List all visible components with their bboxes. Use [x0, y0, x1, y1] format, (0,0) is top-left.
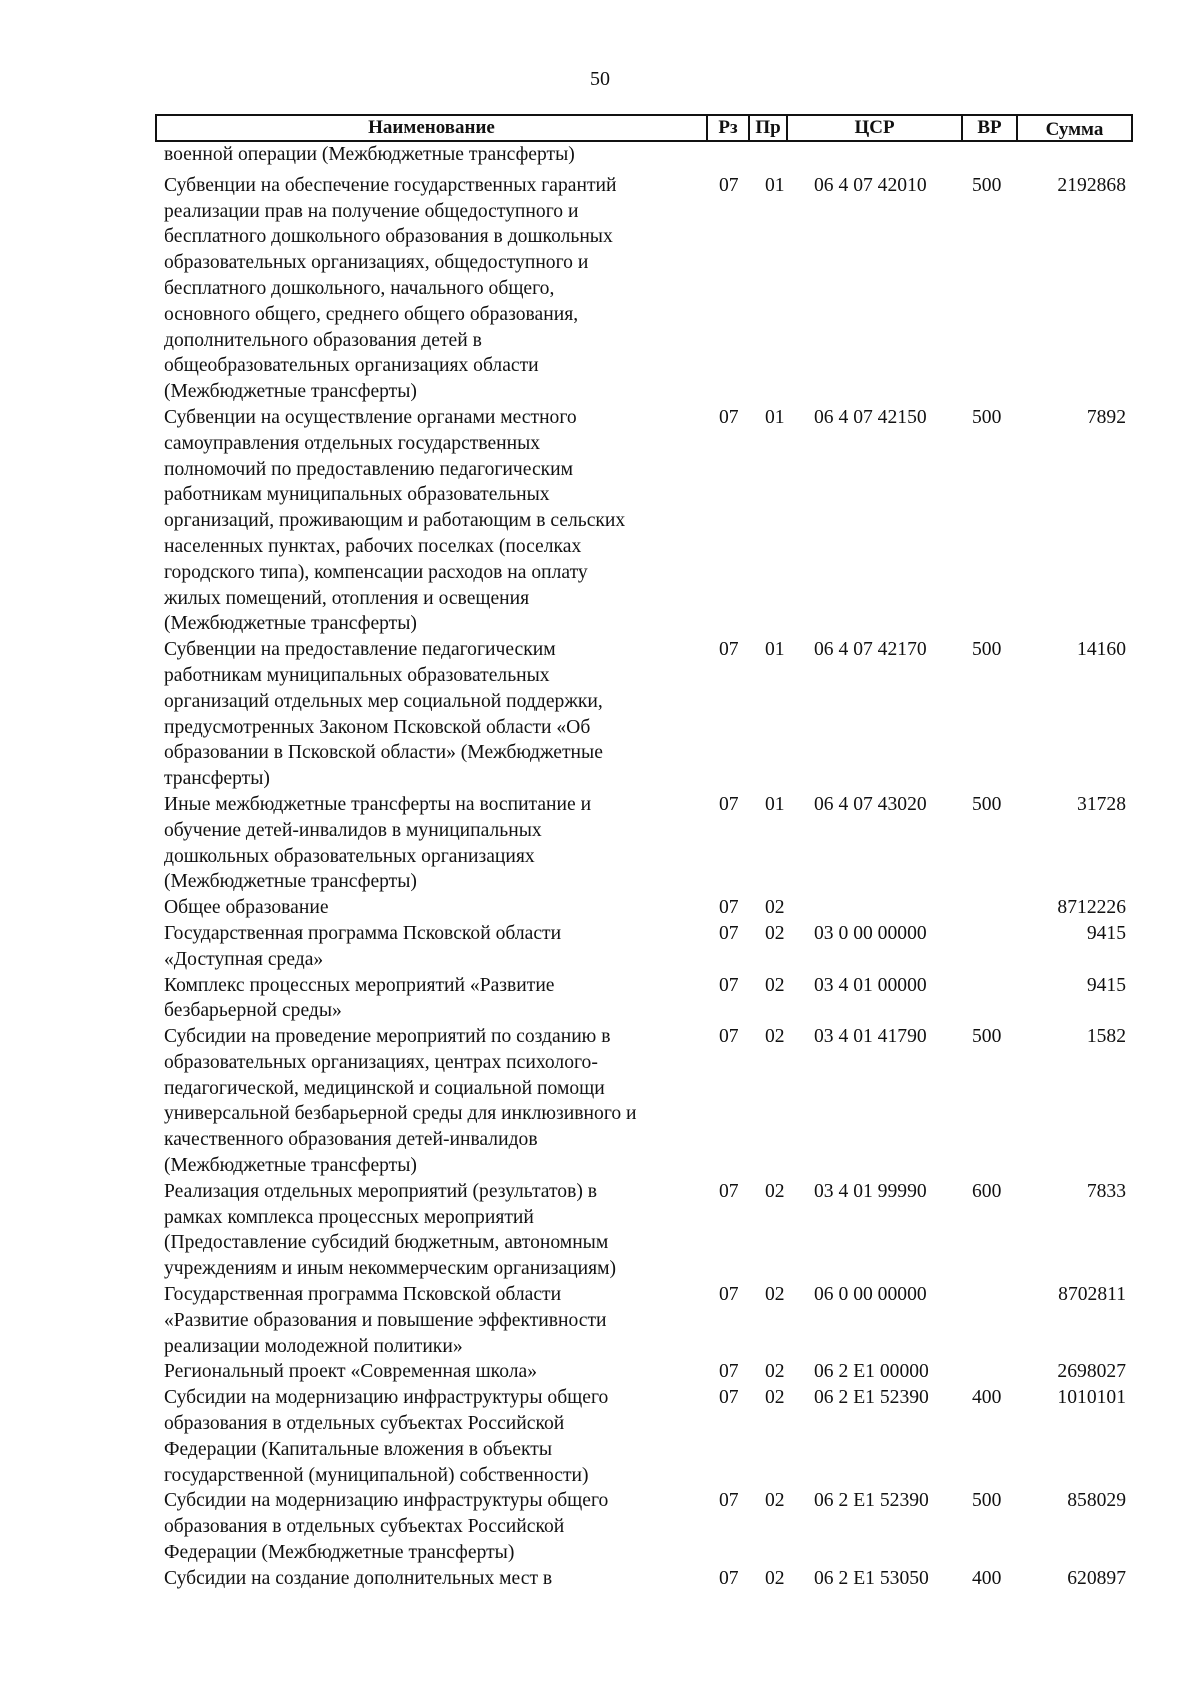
cell-csr: 03 4 01 99990	[814, 1180, 927, 1202]
cell-pr: 01	[765, 793, 785, 815]
cell-sum: 1582	[1086, 1026, 1126, 1048]
cell-rz: 07	[719, 406, 739, 428]
page-number: 50	[590, 68, 610, 90]
cell-rz: 07	[719, 897, 739, 919]
cell-csr: 06 2 E1 00000	[814, 1361, 929, 1383]
cell-rz: 07	[719, 1026, 739, 1048]
cell-rz: 07	[719, 1361, 739, 1383]
cell-name: Субвенции на обеспечение государственных гарантий реализации прав на получение общедоступного и бесплатного дошкольного образования в дошкольных образовательных организациях, общедоступного и бесплатного дошкольного, начального общего, основного общего, среднего общего образования, дополнительного образования детей в общеобразовательных организациях области (Межбюджетные трансферты)	[164, 174, 617, 403]
cell-csr: 06 4 07 42150	[814, 406, 927, 428]
cell-name: Субвенции на осуществление органами местного самоуправления отдельных государственных полномочий по предоставлению педагогическим работникам муниципальных образовательных организаций, проживающим и работающим в сельских населенных пунктах, рабочих поселках (поселках городского типа), компенсации расходов на оплату жилых помещений, отопления и освещения (Межбюджетные трансферты)	[164, 406, 626, 635]
cell-rz: 07	[719, 1387, 739, 1409]
cell-sum: 8712226	[1057, 897, 1126, 919]
cell-vr: 500	[972, 1490, 1002, 1512]
cell-vr: 500	[972, 406, 1002, 428]
cell-sum: 8702811	[1058, 1284, 1126, 1306]
table-row	[164, 1566, 1124, 1592]
cell-pr: 01	[765, 639, 785, 661]
cell-csr: 06 0 00 00000	[814, 1284, 927, 1306]
cell-name: Государственная программа Псковской области «Развитие образования и повышение эффективности реализации молодежной политики»	[164, 1284, 607, 1357]
cell-name: Общее образование	[164, 897, 329, 919]
cell-rz: 07	[719, 1567, 739, 1589]
cell-pr: 01	[765, 174, 785, 196]
cell-sum: 1010101	[1057, 1387, 1126, 1409]
cell-vr: 500	[972, 1026, 1002, 1048]
cell-name: Субсидии на создание дополнительных мест в	[164, 1567, 553, 1589]
cell-sum: 2192868	[1057, 174, 1126, 196]
header-csr: ЦСР	[786, 116, 961, 140]
cell-pr: 02	[765, 922, 785, 944]
cell-sum: 2698027	[1057, 1361, 1126, 1383]
cell-sum: 9415	[1086, 974, 1126, 996]
cell-pr: 02	[765, 1387, 785, 1409]
cell-csr: 06 2 E1 52390	[814, 1387, 929, 1409]
cell-csr: 06 4 07 42170	[814, 639, 927, 661]
cell-rz: 07	[719, 793, 739, 815]
header-name: Наименование	[368, 117, 495, 138]
table-row	[164, 1179, 1124, 1282]
table-row	[164, 895, 1124, 921]
table-row	[164, 921, 1124, 973]
cell-name: военной операции (Межбюджетные трансферты)	[164, 144, 575, 165]
table-row	[164, 1385, 1124, 1488]
cell-rz: 07	[719, 174, 739, 196]
table-row	[164, 142, 1124, 168]
table-row	[164, 405, 1124, 637]
cell-vr: 500	[972, 793, 1002, 815]
cell-rz: 07	[719, 974, 739, 996]
cell-sum: 7833	[1086, 1180, 1126, 1202]
header-rz: Рз	[706, 116, 748, 140]
cell-csr: 06 2 E1 52390	[814, 1490, 929, 1512]
cell-csr: 03 4 01 00000	[814, 974, 927, 996]
cell-pr: 02	[765, 974, 785, 996]
cell-sum: 14160	[1077, 639, 1126, 661]
cell-pr: 02	[765, 1361, 785, 1383]
cell-rz: 07	[719, 1490, 739, 1512]
cell-pr: 02	[765, 1567, 785, 1589]
cell-rz: 07	[719, 1180, 739, 1202]
table-row	[164, 792, 1124, 895]
cell-rz: 07	[719, 1284, 739, 1306]
cell-name: Субсидии на модернизацию инфраструктуры общего образования в отдельных субъектах Российской Федерации (Межбюджетные трансферты)	[164, 1490, 609, 1564]
cell-sum: 31728	[1077, 793, 1126, 815]
cell-rz: 07	[719, 922, 739, 944]
table-row	[164, 1359, 1124, 1385]
cell-pr: 02	[765, 1490, 785, 1512]
cell-csr: 06 4 07 42010	[814, 174, 927, 196]
cell-pr: 02	[765, 1026, 785, 1048]
cell-name: Региональный проект «Современная школа»	[164, 1361, 537, 1383]
cell-name: Комплекс процессных мероприятий «Развитие безбарьерной среды»	[164, 974, 555, 1022]
cell-name: Государственная программа Псковской области «Доступная среда»	[164, 922, 562, 970]
cell-name: Субвенции на предоставление педагогическим работникам муниципальных образовательных организаций отдельных мер социальной поддержки, предусмотренных Законом Псковской области «Об образовании в Псковской области» (Межбюджетные трансферты)	[164, 639, 603, 790]
cell-sum: 9415	[1086, 922, 1126, 944]
cell-vr: 400	[972, 1387, 1002, 1409]
cell-name: Иные межбюджетные трансферты на воспитание и обучение детей-инвалидов в муниципальных дошкольных образовательных организациях (Межбюджетные трансферты)	[164, 793, 592, 893]
cell-vr: 400	[972, 1567, 1002, 1589]
cell-vr: 500	[972, 639, 1002, 661]
table-row	[164, 973, 1124, 1025]
cell-csr: 06 2 E1 53050	[814, 1567, 929, 1589]
cell-csr: 06 4 07 43020	[814, 793, 927, 815]
cell-rz: 07	[719, 639, 739, 661]
cell-pr: 02	[765, 1284, 785, 1306]
table-row	[164, 1488, 1124, 1565]
cell-sum: 620897	[1067, 1567, 1126, 1589]
table-row	[164, 1024, 1124, 1179]
cell-vr: 500	[972, 174, 1002, 196]
cell-sum: 858029	[1067, 1490, 1126, 1512]
cell-sum: 7892	[1086, 406, 1126, 428]
table-header	[155, 114, 1133, 142]
table-row	[164, 168, 1124, 405]
header-sum: Сумма	[1016, 116, 1131, 140]
table-body	[164, 142, 1124, 1592]
cell-name: Субсидии на модернизацию инфраструктуры общего образования в отдельных субъектах Российской Федерации (Капитальные вложения в объекты государственной (муниципальной) собственности)	[164, 1387, 609, 1486]
cell-pr: 02	[765, 1180, 785, 1202]
cell-csr: 03 0 00 00000	[814, 922, 927, 944]
cell-name: Субсидии на проведение мероприятий по созданию в образовательных организациях, центрах психолого- педагогической, медицинской и социальной помощи универсальной безбарьерной среды для инклюзивного и качественного образования детей-инвалидов (Межбюджетные трансферты)	[164, 1026, 637, 1177]
table-row	[164, 637, 1124, 792]
header-vr: ВР	[961, 116, 1016, 140]
cell-pr: 01	[765, 406, 785, 428]
cell-name: Реализация отдельных мероприятий (результатов) в рамках комплекса процессных мероприятий (Предоставление субсидий бюджетным, автономным учреждениям и иным некоммерческим организациям)	[164, 1180, 617, 1280]
table-row	[164, 1282, 1124, 1359]
cell-csr: 03 4 01 41790	[814, 1026, 927, 1048]
header-pr: Пр	[748, 116, 786, 140]
cell-pr: 02	[765, 897, 785, 919]
cell-vr: 600	[972, 1180, 1002, 1202]
